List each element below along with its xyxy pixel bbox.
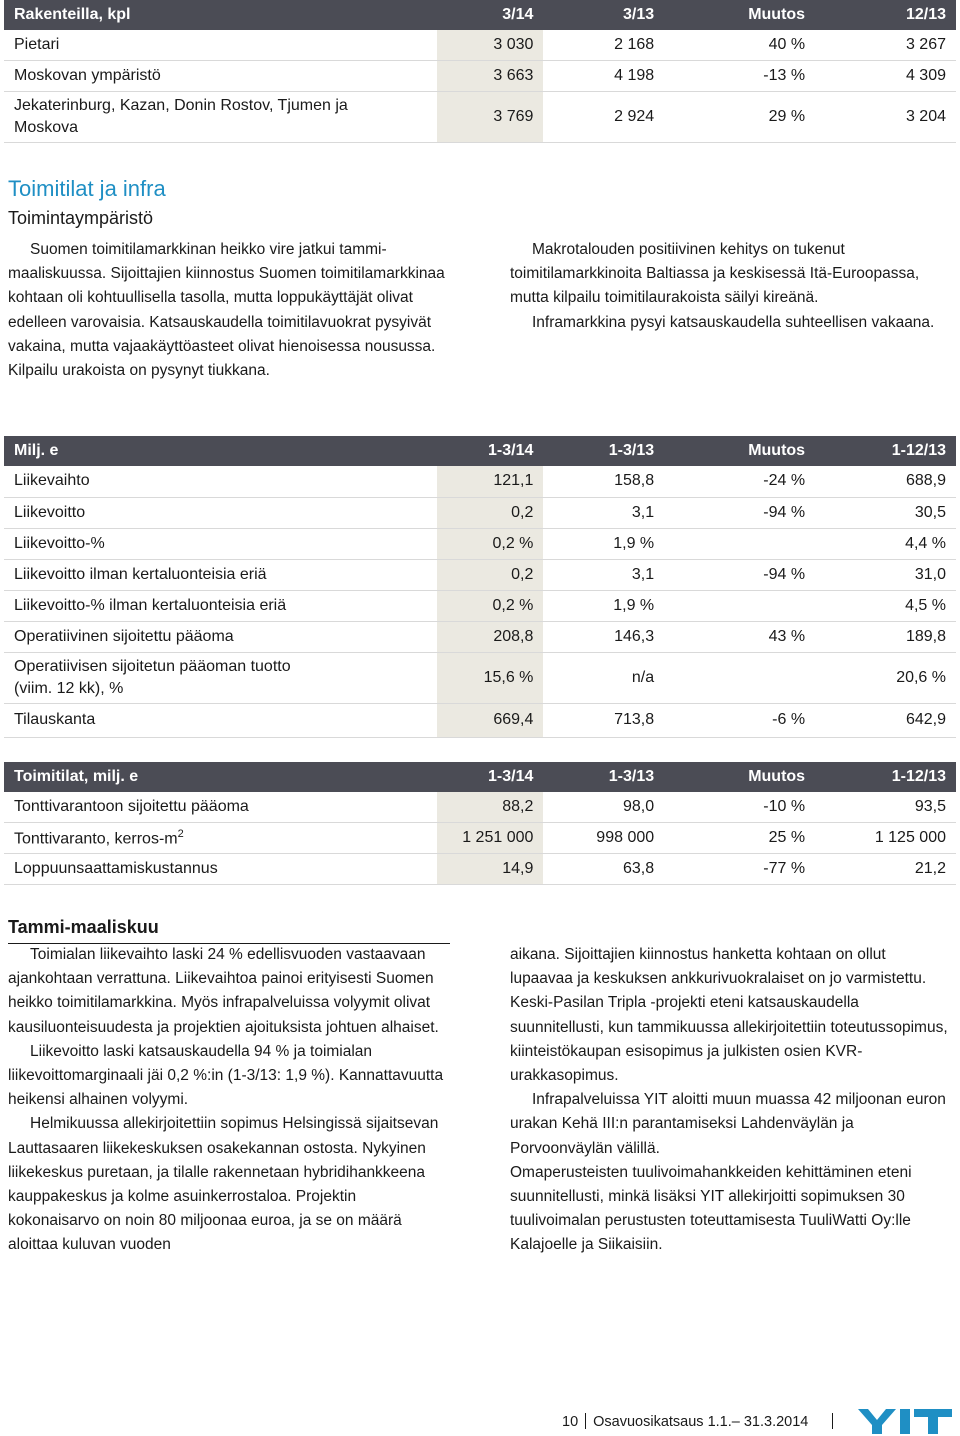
section-left-text <box>8 238 448 383</box>
table-cell: 93,5 <box>815 792 956 823</box>
table-row <box>4 590 956 621</box>
table-cell: Liikevaihto <box>4 466 437 497</box>
table-row <box>4 792 956 823</box>
table-cell: -94 % <box>664 497 815 528</box>
table-cell: Liikevoitto-% <box>4 528 437 559</box>
table-cell: 29 % <box>664 92 815 143</box>
table-cell: 998 000 <box>543 823 664 854</box>
table-cell: Liikevoitto-% ilman kertaluonteisia eriä <box>4 590 437 621</box>
table-cell: 3 663 <box>437 61 544 92</box>
table-cell: 0,2 % <box>437 590 544 621</box>
table-cell: 0,2 % <box>437 528 544 559</box>
table-row <box>4 466 956 497</box>
table-cell <box>664 528 815 559</box>
table-header-row <box>4 0 956 30</box>
table-cell: 1,9 % <box>543 590 664 621</box>
divider <box>832 1413 833 1429</box>
table-header-cell: Muutos <box>664 0 815 30</box>
table-cell: Tilauskanta <box>4 703 437 737</box>
table-cell: 2 924 <box>543 92 664 143</box>
paragraph: Toimialan liikevaihto laski 24 % edellisvuoden vastaavaan ajankohtaan verrattuna. Liikevaihtoa painoi erityisesti Suomen heikko toimitilamarkkina. Myös infrapalveluissa volyymit olivat kausiluonteisuudesta ja projektien ajoituksista johtuen alhaiset. <box>8 946 439 1036</box>
table-cell: Tonttivarantoon sijoitettu pääoma <box>4 792 437 823</box>
table-cell: 3 204 <box>815 92 956 143</box>
premises-table <box>4 762 956 885</box>
table-cell <box>664 590 815 621</box>
table-cell: 40 % <box>664 30 815 61</box>
report-title: Osavuosikatsaus 1.1.– 31.3.2014 <box>593 1414 809 1430</box>
tammi-left-text <box>8 943 448 1258</box>
section-right-text <box>510 238 950 335</box>
table-row <box>4 621 956 652</box>
table-cell: 3,1 <box>543 559 664 590</box>
table-header-cell: 1-12/13 <box>815 436 956 466</box>
page-number: 10 <box>562 1414 579 1430</box>
table-cell: 1 125 000 <box>815 823 956 854</box>
table-cell: 4 309 <box>815 61 956 92</box>
table-row <box>4 30 956 61</box>
table-row <box>4 559 956 590</box>
table-cell: 3 030 <box>437 30 544 61</box>
table-row <box>4 854 956 885</box>
table-cell: Moskovan ympäristö <box>4 61 437 92</box>
table-header-cell: 1-3/13 <box>543 762 664 792</box>
table-cell: 146,3 <box>543 621 664 652</box>
table-header-row <box>4 762 956 792</box>
table-header-cell: 3/13 <box>543 0 664 30</box>
table-header-row <box>4 436 956 466</box>
paragraph: Liikevoitto laski katsauskaudella 94 % ja toimialan liikevoittomarginaali jäi 0,2 %:in (1-3/13: 1,9 %). Kannattavuutta heikensi alhainen volyymi. <box>8 1042 444 1109</box>
divider <box>585 1413 586 1429</box>
paragraph: Makrotalouden positiivinen kehitys on tukenut toimitilamarkkinoita Baltiassa ja keskisessä Itä-Euroopassa, mutta kilpailu toimitilaurakoista säilyi kireänä. <box>510 241 920 307</box>
construction-table <box>4 0 956 143</box>
table-row <box>4 652 956 703</box>
table-cell: 642,9 <box>815 703 956 737</box>
table-header-cell: 1-3/14 <box>437 436 544 466</box>
paragraph: Inframarkkina pysyi katsauskaudella suhteellisen vakaana. <box>532 313 935 331</box>
table-cell: Pietari <box>4 30 437 61</box>
table-cell: 88,2 <box>437 792 544 823</box>
table-cell: Liikevoitto ilman kertaluonteisia eriä <box>4 559 437 590</box>
table-cell: 688,9 <box>815 466 956 497</box>
table-cell: 2 168 <box>543 30 664 61</box>
yit-logo <box>858 1407 956 1435</box>
table-cell: 0,2 <box>437 497 544 528</box>
table-row <box>4 823 956 854</box>
table-cell: 1 251 000 <box>437 823 544 854</box>
table-header-cell: 3/14 <box>437 0 544 30</box>
table-cell: -77 % <box>664 854 815 885</box>
tammi-heading: Tammi-maaliskuu <box>8 917 159 937</box>
table-header-cell: Toimitilat, milj. e <box>4 762 437 792</box>
table-cell: Operatiivinen sijoitettu pääoma <box>4 621 437 652</box>
table-header-cell: Rakenteilla, kpl <box>4 0 437 30</box>
table-cell <box>4 823 437 854</box>
table-header-cell: Muutos <box>664 436 815 466</box>
table-header-cell: Milj. e <box>4 436 437 466</box>
table-cell: 21,2 <box>815 854 956 885</box>
table-cell: 15,6 % <box>437 652 544 703</box>
table-header-cell: 1-3/14 <box>437 762 544 792</box>
superscript: 2 <box>177 827 184 840</box>
paragraph: Infrapalveluissa YIT aloitti muun muassa 42 miljoonan euron urakan Kehä III:n parantamiseksi Lahdenväylän ja Porvoonväylän välillä. <box>510 1091 946 1157</box>
table-cell: 14,9 <box>437 854 544 885</box>
table-cell: 189,8 <box>815 621 956 652</box>
paragraph: Suomen toimitilamarkkinan heikko vire jatkui tammi-maaliskuussa. Sijoittajien kiinnostus Suomen toimitilamarkkinaa kohtaan oli kohtuullisella tasolla, mutta loppukäyttäjät olivat edelleen varovaisia. Katsauskaudella toimitilavuokrat pysyivät vakaina, mutta vajaakäyttöasteet olivat hienoisessa nousussa. Kilpailu urakoista on pysynyt tiukkana. <box>8 241 445 380</box>
table-cell: 4 198 <box>543 61 664 92</box>
table-cell: Liikevoitto <box>4 497 437 528</box>
table-cell: 31,0 <box>815 559 956 590</box>
table-cell: 4,4 % <box>815 528 956 559</box>
table-cell: 208,8 <box>437 621 544 652</box>
table-cell: 4,5 % <box>815 590 956 621</box>
table-cell: 669,4 <box>437 703 544 737</box>
table-header-cell: Muutos <box>664 762 815 792</box>
table-cell: 713,8 <box>543 703 664 737</box>
table-cell: -13 % <box>664 61 815 92</box>
table-cell: Operatiivisen sijoitetun pääoman tuotto (viim. 12 kk), % <box>4 652 437 703</box>
table-cell: 3 267 <box>815 30 956 61</box>
page-footer <box>562 1413 833 1430</box>
paragraph: Omaperusteisten tuulivoimahankkeiden kehittäminen eteni suunnitellusti, minkä lisäksi YIT allekirjoitti sopimuksen 30 tuulivoimalan perustusten toteuttamisesta TuuliWatti Oy:lle Kalajoelle ja Siikaisiin. <box>510 1163 912 1254</box>
table-cell: 98,0 <box>543 792 664 823</box>
table-row <box>4 497 956 528</box>
table-header-cell: 12/13 <box>815 0 956 30</box>
table-cell: -24 % <box>664 466 815 497</box>
financials-table <box>4 436 956 738</box>
table-row <box>4 528 956 559</box>
table-cell: 43 % <box>664 621 815 652</box>
table-row <box>4 92 956 143</box>
section-subtitle: Toimintaympäristö <box>8 208 154 228</box>
table-cell: 25 % <box>664 823 815 854</box>
table-cell: 158,8 <box>543 466 664 497</box>
table-cell: 20,6 % <box>815 652 956 703</box>
table-cell: n/a <box>543 652 664 703</box>
table-cell: -6 % <box>664 703 815 737</box>
table-cell: Jekaterinburg, Kazan, Donin Rostov, Tjumen ja Moskova <box>4 92 437 143</box>
table-cell: -10 % <box>664 792 815 823</box>
paragraph: aikana. Sijoittajien kiinnostus hanketta kohtaan on ollut lupaavaa ja keskuksen ankkurivuokralaiset on jo varmistettu. Keski-Pasilan Tripla -projekti eteni katsauskaudella suunnitellusti, kun tammikuussa allekirjoitettiin toteutussopimus, kiinteistökaupan esisopimus ja julkisten osien KVR-urakkasopimus. <box>510 946 948 1085</box>
table-cell: 30,5 <box>815 497 956 528</box>
table-cell: 3 769 <box>437 92 544 143</box>
section-title: Toimitilat ja infra <box>8 176 166 201</box>
table-cell <box>664 652 815 703</box>
table-cell: 1,9 % <box>543 528 664 559</box>
table-row <box>4 61 956 92</box>
paragraph: Helmikuussa allekirjoitettiin sopimus Helsingissä sijaitsevan Lauttasaaren liikekeskuksen osakekannan ostosta. Nykyinen liikekeskus puretaan, ja tilalle rakennetaan hybridihankkeena kauppakeskus ja kolme asuinkerrostaloa. Projektin kokonaisarvo on noin 80 miljoonaa euroa, ja se on määrä aloittaa kuluvan vuoden <box>8 1115 439 1254</box>
table-cell: 0,2 <box>437 559 544 590</box>
table-cell: 121,1 <box>437 466 544 497</box>
table-header-cell: 1-3/13 <box>543 436 664 466</box>
table-cell: 3,1 <box>543 497 664 528</box>
table-header-cell: 1-12/13 <box>815 762 956 792</box>
cell-label: Tonttivaranto, kerros-m <box>14 830 178 848</box>
table-cell: Loppuunsaattamiskustannus <box>4 854 437 885</box>
table-cell: 63,8 <box>543 854 664 885</box>
table-row <box>4 703 956 737</box>
tammi-right-text <box>510 943 950 1258</box>
table-cell: -94 % <box>664 559 815 590</box>
